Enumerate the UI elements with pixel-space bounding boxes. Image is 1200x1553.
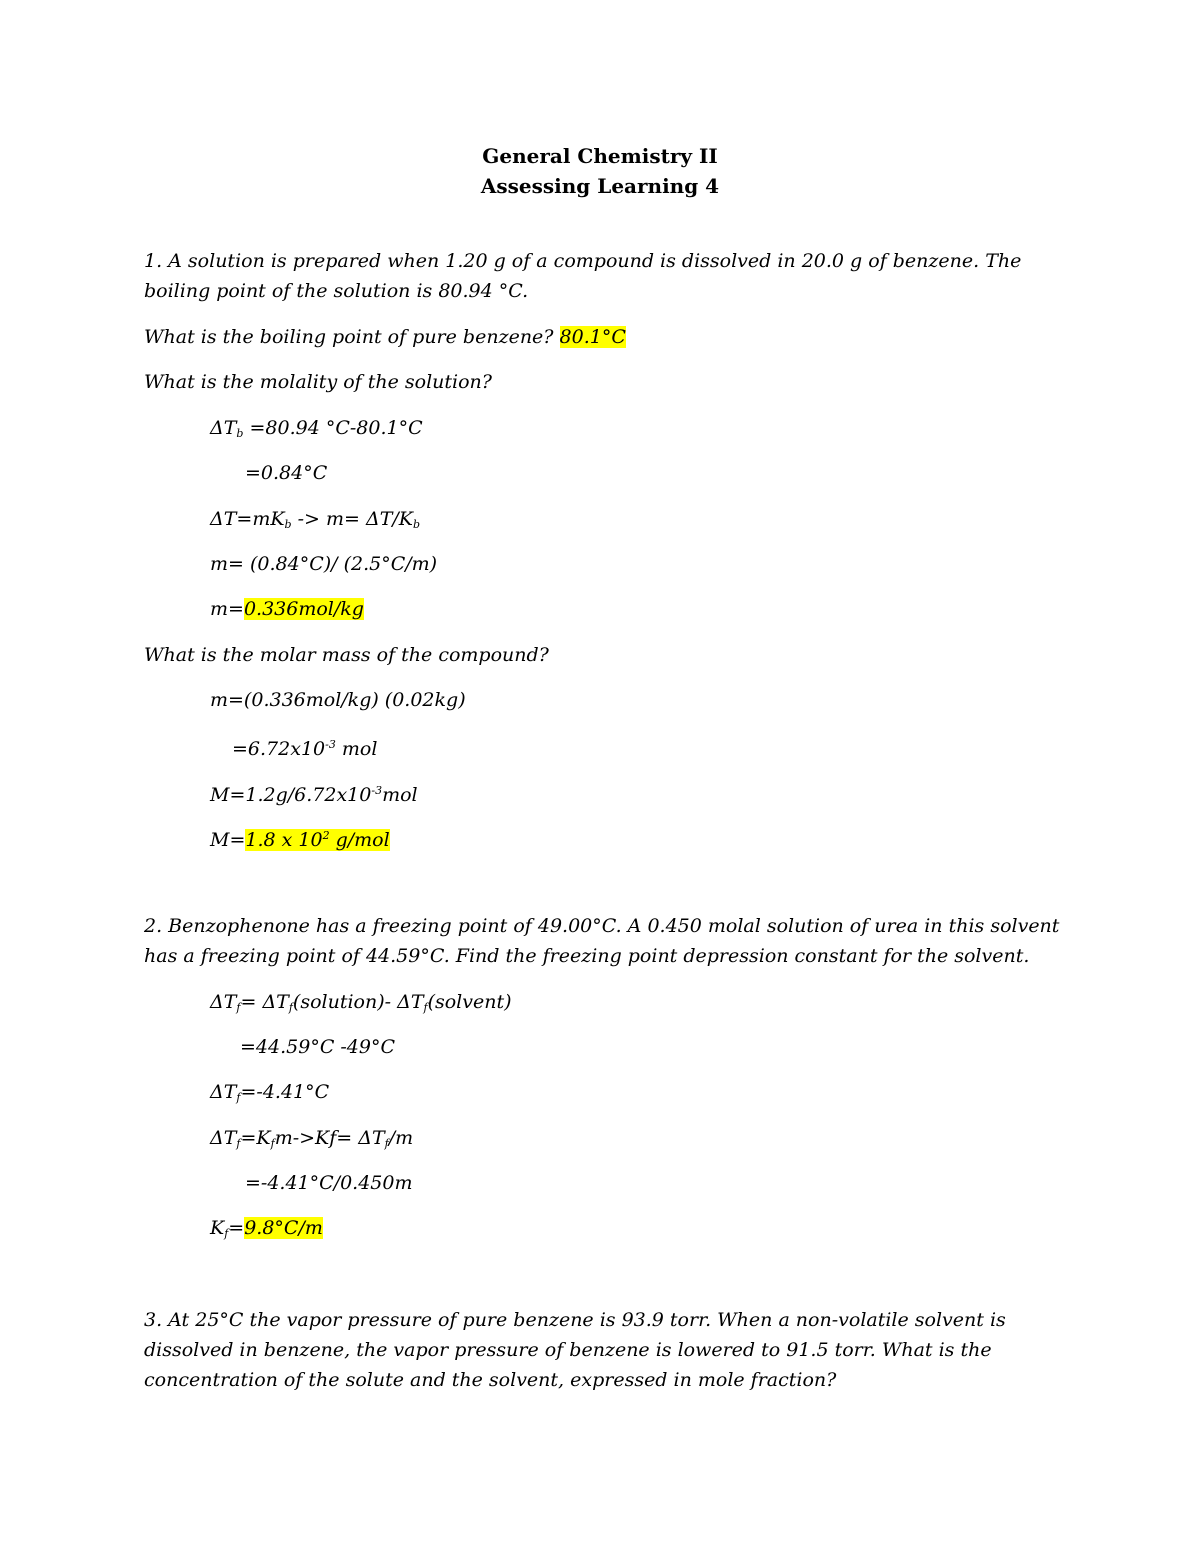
q2-step-kf-result: $K_f=9.8^\circ C/m$ [210, 1217, 323, 1240]
q2-step-division: =-4.41°C/0.450m [245, 1172, 413, 1194]
q1-text-line2: boiling point of the solution is 80.94 °C. [144, 280, 529, 302]
q2-step-difference: =44.59°C -49°C [240, 1036, 396, 1058]
q1-answer-molar-mass: 1.8 x $10^2$ g/mol [245, 829, 390, 851]
q1-step-moles: m=(0.336mol/kg) (0.02kg) [210, 689, 466, 711]
q1-step-substitution: m= (0.84°C)/ (2.5°C/m) [210, 553, 438, 575]
q2-text-line2: has a freezing point of 44.59°C. Find the freezing point depression constant for the solvent. [144, 945, 1030, 967]
q1-step-moles-value: $=6.72x10^{-3}$ mol [232, 738, 378, 760]
q1-answer-boiling-point: 80.1°C [559, 326, 626, 348]
q2-step-formula: $\Delta T_f=K_fm->Kf= \Delta T_f/m$ [210, 1127, 414, 1150]
document-subtitle: Assessing Learning 4 [480, 174, 720, 198]
q2-answer-kf: 9.8°C/m [244, 1217, 323, 1239]
document-title: General Chemistry II [482, 144, 718, 168]
q2-step-delta-tf: $\Delta T_f=-4.41^\circ C$ [210, 1081, 330, 1104]
q1-step-delta-tb: $\Delta T_b =80.94$ °C-80.1°C [210, 417, 423, 440]
q3-text-line3: concentration of the solute and the solvent, expressed in mole fraction? [144, 1369, 837, 1391]
q1-step-delta-value: =0.84°C [245, 462, 328, 484]
q1-text-line1: 1. A solution is prepared when 1.20 g of a compound is dissolved in 20.0 g of benzene. The [144, 250, 1022, 272]
q3-text-line2: dissolved in benzene, the vapor pressure of benzene is lowered to 91.5 torr. What is the [144, 1339, 992, 1361]
q1-answer-molality: 0.336mol/kg [243, 598, 364, 620]
q1-ask-boiling-point: What is the boiling point of pure benzene? 80.1°C [144, 326, 626, 348]
q1-step-molar-mass-result: M=1.8 x $10^2$ g/mol [210, 829, 390, 851]
q2-text-line1: 2. Benzophenone has a freezing point of 49.00°C. A 0.450 molal solution of urea in this solvent [144, 915, 1060, 937]
q1-step-formula: $\Delta T=mK_b -> m= \Delta T/K_b$ [210, 508, 421, 531]
q1-ask-molality: What is the molality of the solution? [144, 371, 492, 393]
q3-text-line1: 3. At 25°C the vapor pressure of pure benzene is 93.9 torr. When a non-volatile solvent is [144, 1309, 1006, 1331]
q1-step-molality-result: m=0.336mol/kg [210, 598, 364, 620]
q1-step-molar-mass-calc: $M=1.2g/6.72x10^{-3}mol$ [210, 784, 418, 806]
q2-step-definition: $\Delta T_f=$ $\Delta T_f(solution)-$ $\Delta T_f(solvent)$ [210, 991, 512, 1014]
q1-ask-molar-mass: What is the molar mass of the compound? [144, 644, 549, 666]
